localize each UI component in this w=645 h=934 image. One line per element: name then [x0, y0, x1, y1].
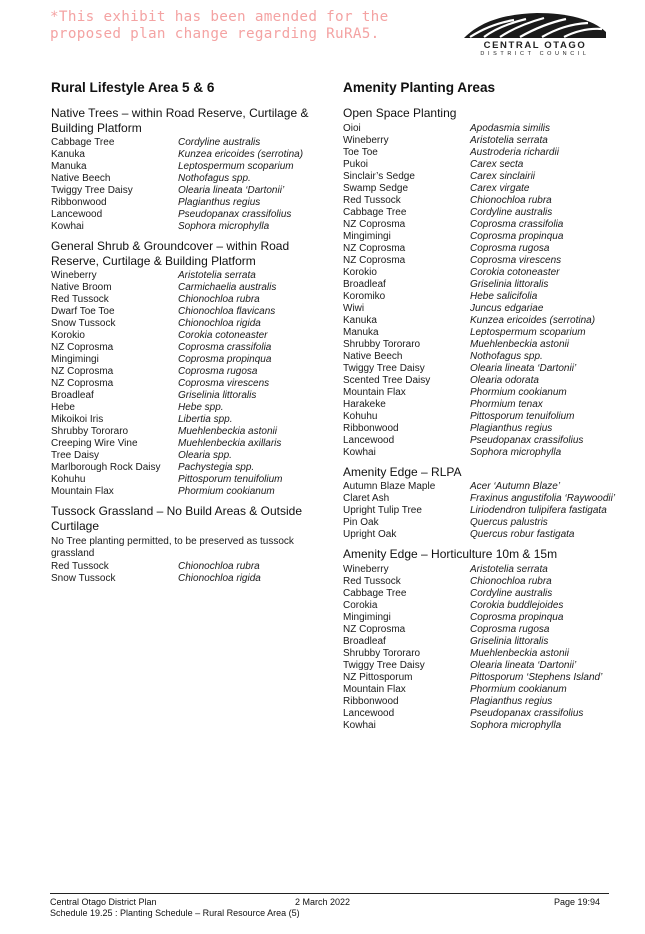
- botanical-name: Griselinia littoralis: [470, 278, 549, 290]
- section-title: Tussock Grassland – No Build Areas & Outside Curtilage: [51, 504, 303, 533]
- plant-row: [51, 486, 313, 498]
- plant-row: [51, 221, 313, 233]
- common-name: Shrubby Tororaro: [343, 647, 421, 659]
- common-name: Pin Oak: [343, 517, 379, 528]
- plant-row: [343, 123, 623, 135]
- botanical-name: Sophora microphylla: [470, 446, 562, 458]
- botanical-name: Kunzea ericoides (serrotina): [470, 314, 596, 326]
- common-name: Manuka: [343, 326, 379, 338]
- right-column: [343, 80, 623, 738]
- common-name: Mountain Flax: [343, 683, 406, 695]
- botanical-name: Phormium cookianum: [470, 683, 567, 695]
- plant-row: [51, 561, 313, 573]
- plant-row: [51, 318, 313, 330]
- botanical-name: Griselinia littoralis: [470, 635, 549, 647]
- plant-row: [343, 612, 623, 624]
- plant-row: [51, 573, 313, 585]
- botanical-name: Carex sinclairii: [470, 170, 536, 182]
- common-name: Ribbonwood: [343, 422, 399, 434]
- common-name: Pukoi: [343, 158, 369, 170]
- botanical-name: Coprosma crassifolia: [178, 342, 272, 353]
- plant-row: [343, 303, 623, 315]
- botanical-name: Pittosporum tenuifolium: [178, 474, 283, 485]
- botanical-name: Pittosporum ‘Stephens Island’: [470, 671, 603, 683]
- left-section: [51, 504, 313, 585]
- botanical-name: Olearia spp.: [178, 450, 232, 461]
- plant-row: [51, 414, 313, 426]
- botanical-name: Coprosma rugosa: [470, 623, 550, 635]
- botanical-name: Muehlenbeckia astonii: [178, 426, 277, 437]
- botanical-name: Cordyline australis: [470, 206, 553, 218]
- plant-row: [51, 366, 313, 378]
- botanical-name: Chionochloa flavicans: [178, 306, 276, 317]
- common-name: Mingimingi: [343, 230, 391, 242]
- common-name: NZ Coprosma: [51, 378, 114, 389]
- left-section: [51, 239, 313, 498]
- amendment-note: *This exhibit has been amended for the proposed plan change regarding RuRA5.: [50, 9, 389, 42]
- plant-row: [51, 137, 313, 149]
- common-name: Mountain Flax: [51, 486, 114, 497]
- botanical-name: Acer ‘Autumn Blaze’: [470, 481, 561, 492]
- plant-row: [51, 270, 313, 282]
- common-name: NZ Coprosma: [343, 254, 406, 266]
- botanical-name: Quercus robur fastigata: [470, 529, 575, 540]
- botanical-name: Nothofagus spp.: [178, 173, 251, 184]
- plant-row: [343, 135, 623, 147]
- plant-row: [343, 339, 623, 351]
- common-name: Upright Tulip Tree: [343, 505, 422, 516]
- botanical-name: Muehlenbeckia astonii: [470, 647, 569, 659]
- plant-row: [51, 185, 313, 197]
- logo-subtitle: DISTRICT COUNCIL: [480, 51, 590, 57]
- common-name: Snow Tussock: [51, 318, 116, 329]
- common-name: NZ Coprosma: [343, 218, 406, 230]
- plant-row: [51, 450, 313, 462]
- common-name: Sinclair’s Sedge: [343, 170, 415, 182]
- botanical-name: Pseudopanax crassifolius: [178, 209, 292, 220]
- common-name: Cabbage Tree: [343, 587, 407, 599]
- plant-row: [343, 517, 623, 529]
- plant-row: [343, 147, 623, 159]
- botanical-name: Nothofagus spp.: [470, 350, 543, 362]
- logo-title: CENTRAL OTAGO: [483, 40, 587, 51]
- common-name: Oioi: [343, 122, 361, 134]
- plant-row: [343, 387, 623, 399]
- common-name: Kohuhu: [51, 474, 86, 485]
- botanical-name: Aristotelia serrata: [178, 270, 256, 281]
- section-note: No Tree planting permitted, to be preserved as tussock grassland: [51, 536, 294, 559]
- common-name: Broadleaf: [343, 635, 386, 647]
- common-name: Autumn Blaze Maple: [343, 481, 436, 492]
- plant-row: [343, 672, 623, 684]
- common-name: Creeping Wire Vine: [51, 438, 138, 449]
- common-name: Red Tussock: [51, 561, 109, 572]
- common-name: Kohuhu: [343, 410, 378, 422]
- plant-row: [343, 708, 623, 720]
- botanical-name: Coprosma rugosa: [178, 366, 258, 377]
- botanical-name: Liriodendron tulipifera fastigata: [470, 505, 607, 516]
- plant-row: [343, 171, 623, 183]
- common-name: Twiggy Tree Daisy: [343, 362, 425, 374]
- common-name: Wineberry: [343, 563, 389, 575]
- botanical-name: Coprosma propinqua: [470, 611, 564, 623]
- footer-schedule: Schedule 19.25 : Planting Schedule – Rural Resource Area (5): [50, 908, 300, 918]
- section-title: Amenity Edge – RLPA: [343, 464, 462, 479]
- botanical-name: Cordyline australis: [178, 137, 261, 148]
- botanical-name: Chionochloa rubra: [178, 294, 260, 305]
- plant-row: [51, 462, 313, 474]
- section-title: Open Space Planting: [343, 106, 457, 120]
- plant-row: [51, 330, 313, 342]
- plant-row: [343, 375, 623, 387]
- plant-row: [343, 351, 623, 363]
- botanical-name: Coprosma virescens: [178, 378, 270, 389]
- common-name: Native Beech: [343, 350, 403, 362]
- botanical-name: Coprosma propinqua: [178, 354, 272, 365]
- botanical-name: Muehlenbeckia astonii: [470, 338, 569, 350]
- botanical-name: Carex virgate: [470, 182, 530, 194]
- common-name: Lancewood: [343, 707, 395, 719]
- botanical-name: Sophora microphylla: [178, 221, 270, 232]
- botanical-name: Corokia cotoneaster: [178, 330, 268, 341]
- plant-row: [51, 474, 313, 486]
- common-name: Kanuka: [51, 149, 85, 160]
- right-section: [343, 106, 623, 459]
- common-name: Tree Daisy: [51, 450, 99, 461]
- plant-row: [343, 564, 623, 576]
- botanical-name: Sophora microphylla: [470, 719, 562, 731]
- common-name: NZ Coprosma: [343, 242, 406, 254]
- common-name: Mingimingi: [343, 611, 391, 623]
- plant-row: [51, 390, 313, 402]
- plant-row: [343, 315, 623, 327]
- botanical-name: Leptospermum scoparium: [178, 161, 294, 172]
- botanical-name: Kunzea ericoides (serrotina): [178, 149, 304, 160]
- common-name: Korokio: [343, 266, 377, 278]
- plant-row: [343, 600, 623, 612]
- plant-row: [343, 423, 623, 435]
- common-name: Cabbage Tree: [51, 137, 115, 148]
- plant-row: [51, 282, 313, 294]
- plant-row: [343, 684, 623, 696]
- common-name: Shrubby Tororaro: [51, 426, 129, 437]
- footer-plan-name: Central Otago District Plan: [50, 897, 157, 907]
- botanical-name: Pachystegia spp.: [178, 462, 255, 473]
- common-name: Manuka: [51, 161, 87, 172]
- plant-row: [343, 720, 623, 732]
- plant-row: [343, 243, 623, 255]
- common-name: Marlborough Rock Daisy: [51, 462, 161, 473]
- plant-row: [343, 291, 623, 303]
- common-name: Upright Oak: [343, 529, 397, 540]
- botanical-name: Plagianthus regius: [470, 422, 553, 434]
- right-heading: Amenity Planting Areas: [343, 80, 496, 95]
- botanical-name: Griselinia littoralis: [178, 390, 257, 401]
- section-title: General Shrub & Groundcover – within Road Reserve, Curtilage & Building Platform: [51, 239, 290, 268]
- plant-row: [343, 505, 623, 517]
- plant-row: [343, 481, 623, 493]
- plant-row: [51, 173, 313, 185]
- common-name: NZ Coprosma: [51, 366, 114, 377]
- common-name: Korokio: [51, 330, 85, 341]
- common-name: NZ Coprosma: [51, 342, 114, 353]
- common-name: Swamp Sedge: [343, 182, 409, 194]
- plant-row: [343, 231, 623, 243]
- footer-date: 2 March 2022: [295, 897, 351, 907]
- plant-row: [343, 624, 623, 636]
- botanical-name: Carmichaelia australis: [178, 282, 277, 293]
- common-name: Hebe: [51, 402, 75, 413]
- plant-row: [343, 195, 623, 207]
- botanical-name: Quercus palustris: [470, 517, 548, 528]
- section-title: Native Trees – within Road Reserve, Curtilage & Building Platform: [51, 106, 309, 135]
- common-name: Kanuka: [343, 314, 377, 326]
- botanical-name: Phormium tenax: [470, 398, 543, 410]
- plant-row: [51, 209, 313, 221]
- plant-row: [51, 342, 313, 354]
- botanical-name: Chionochloa rigida: [178, 573, 261, 584]
- botanical-name: Olearia lineata ‘Dartonii’: [470, 362, 577, 374]
- council-logo: [462, 10, 608, 58]
- plant-row: [343, 183, 623, 195]
- plant-row: [343, 399, 623, 411]
- common-name: Cabbage Tree: [343, 206, 407, 218]
- common-name: Red Tussock: [343, 575, 401, 587]
- botanical-name: Cordyline australis: [470, 587, 553, 599]
- plant-row: [51, 354, 313, 366]
- plant-row: [343, 493, 623, 505]
- common-name: Mingimingi: [51, 354, 99, 365]
- left-section: [51, 106, 313, 233]
- botanical-name: Coprosma rugosa: [470, 242, 550, 254]
- plant-row: [51, 161, 313, 173]
- right-section: [343, 465, 623, 542]
- common-name: Corokia: [343, 599, 378, 611]
- botanical-name: Olearia lineata ‘Dartonii’: [178, 185, 285, 196]
- plant-row: [343, 660, 623, 672]
- common-name: Kowhai: [343, 446, 376, 458]
- footer-page-number: Page 19:94: [554, 897, 601, 907]
- common-name: Koromiko: [343, 290, 386, 302]
- plant-row: [51, 426, 313, 438]
- botanical-name: Leptospermum scoparium: [470, 326, 586, 338]
- left-heading: Rural Lifestyle Area 5 & 6: [51, 80, 215, 95]
- common-name: Ribbonwood: [51, 197, 107, 208]
- common-name: Twiggy Tree Daisy: [343, 659, 425, 671]
- botanical-name: Corokia cotoneaster: [470, 266, 560, 278]
- botanical-name: Phormium cookianum: [470, 386, 567, 398]
- botanical-name: Fraxinus angustifolia ‘Raywoodii’: [470, 493, 616, 504]
- plant-row: [51, 402, 313, 414]
- plant-row: [343, 648, 623, 660]
- plant-row: [51, 438, 313, 450]
- plant-row: [343, 267, 623, 279]
- plant-row: [343, 279, 623, 291]
- botanical-name: Chionochloa rigida: [178, 318, 261, 329]
- botanical-name: Coprosma crassifolia: [470, 218, 564, 230]
- common-name: Red Tussock: [51, 294, 109, 305]
- botanical-name: Austroderia richardii: [470, 146, 559, 158]
- botanical-name: Plagianthus regius: [470, 695, 553, 707]
- right-section: [343, 547, 623, 732]
- common-name: Toe Toe: [343, 146, 378, 158]
- plant-row: [343, 435, 623, 447]
- common-name: Kowhai: [343, 719, 376, 731]
- footer-divider: [50, 893, 609, 894]
- botanical-name: Juncus edgariae: [470, 302, 544, 314]
- common-name: Claret Ash: [343, 493, 390, 504]
- common-name: Ribbonwood: [343, 695, 399, 707]
- common-name: Scented Tree Daisy: [343, 374, 431, 386]
- botanical-name: Chionochloa rubra: [470, 194, 552, 206]
- botanical-name: Corokia buddlejoides: [470, 599, 564, 611]
- common-name: Red Tussock: [343, 194, 401, 206]
- plant-row: [343, 327, 623, 339]
- botanical-name: Aristotelia serrata: [470, 134, 548, 146]
- common-name: Wineberry: [51, 270, 97, 281]
- botanical-name: Coprosma virescens: [470, 254, 562, 266]
- botanical-name: Pseudopanax crassifolius: [470, 434, 584, 446]
- mountain-logo-icon: [462, 10, 608, 40]
- common-name: Lancewood: [51, 209, 103, 220]
- plant-row: [343, 255, 623, 267]
- plant-row: [343, 159, 623, 171]
- botanical-name: Muehlenbeckia axillaris: [178, 438, 282, 449]
- left-column: [51, 80, 313, 591]
- botanical-name: Pittosporum tenuifolium: [470, 410, 575, 422]
- common-name: Wineberry: [343, 134, 389, 146]
- common-name: Broadleaf: [51, 390, 94, 401]
- common-name: Twiggy Tree Daisy: [51, 185, 133, 196]
- botanical-name: Olearia odorata: [470, 374, 539, 386]
- plant-row: [343, 636, 623, 648]
- plant-row: [343, 447, 623, 459]
- footer-left: [50, 897, 300, 919]
- plant-row: [343, 411, 623, 423]
- botanical-name: Phormium cookianum: [178, 486, 275, 497]
- section-title: Amenity Edge – Horticulture 10m & 15m: [343, 547, 558, 561]
- plant-row: [343, 696, 623, 708]
- common-name: Snow Tussock: [51, 573, 116, 584]
- common-name: Dwarf Toe Toe: [51, 306, 115, 317]
- plant-row: [343, 207, 623, 219]
- plant-row: [343, 588, 623, 600]
- common-name: NZ Pittosporum: [343, 671, 413, 683]
- botanical-name: Hebe spp.: [178, 402, 224, 413]
- plant-row: [343, 219, 623, 231]
- plant-row: [343, 363, 623, 375]
- botanical-name: Hebe salicifolia: [470, 290, 538, 302]
- common-name: Kowhai: [51, 221, 84, 232]
- common-name: Wiwi: [343, 302, 365, 314]
- plant-row: [343, 576, 623, 588]
- common-name: Harakeke: [343, 398, 386, 410]
- plant-row: [51, 149, 313, 161]
- plant-row: [51, 378, 313, 390]
- botanical-name: Libertia spp.: [178, 414, 233, 425]
- botanical-name: Pseudopanax crassifolius: [470, 707, 584, 719]
- botanical-name: Olearia lineata ‘Dartonii’: [470, 659, 577, 671]
- botanical-name: Chionochloa rubra: [178, 561, 260, 572]
- plant-row: [51, 294, 313, 306]
- botanical-name: Plagianthus regius: [178, 197, 261, 208]
- common-name: Native Broom: [51, 282, 112, 293]
- common-name: Mountain Flax: [343, 386, 406, 398]
- common-name: Lancewood: [343, 434, 395, 446]
- botanical-name: Aristotelia serrata: [470, 563, 548, 575]
- botanical-name: Coprosma propinqua: [470, 230, 564, 242]
- botanical-name: Chionochloa rubra: [470, 575, 552, 587]
- botanical-name: Carex secta: [470, 158, 524, 170]
- common-name: NZ Coprosma: [343, 623, 406, 635]
- plant-row: [343, 529, 623, 541]
- common-name: Native Beech: [51, 173, 111, 184]
- common-name: Broadleaf: [343, 278, 386, 290]
- plant-row: [51, 306, 313, 318]
- common-name: Shrubby Tororaro: [343, 338, 421, 350]
- botanical-name: Apodasmia similis: [470, 122, 551, 134]
- common-name: Mikoikoi Iris: [51, 414, 104, 425]
- plant-row: [51, 197, 313, 209]
